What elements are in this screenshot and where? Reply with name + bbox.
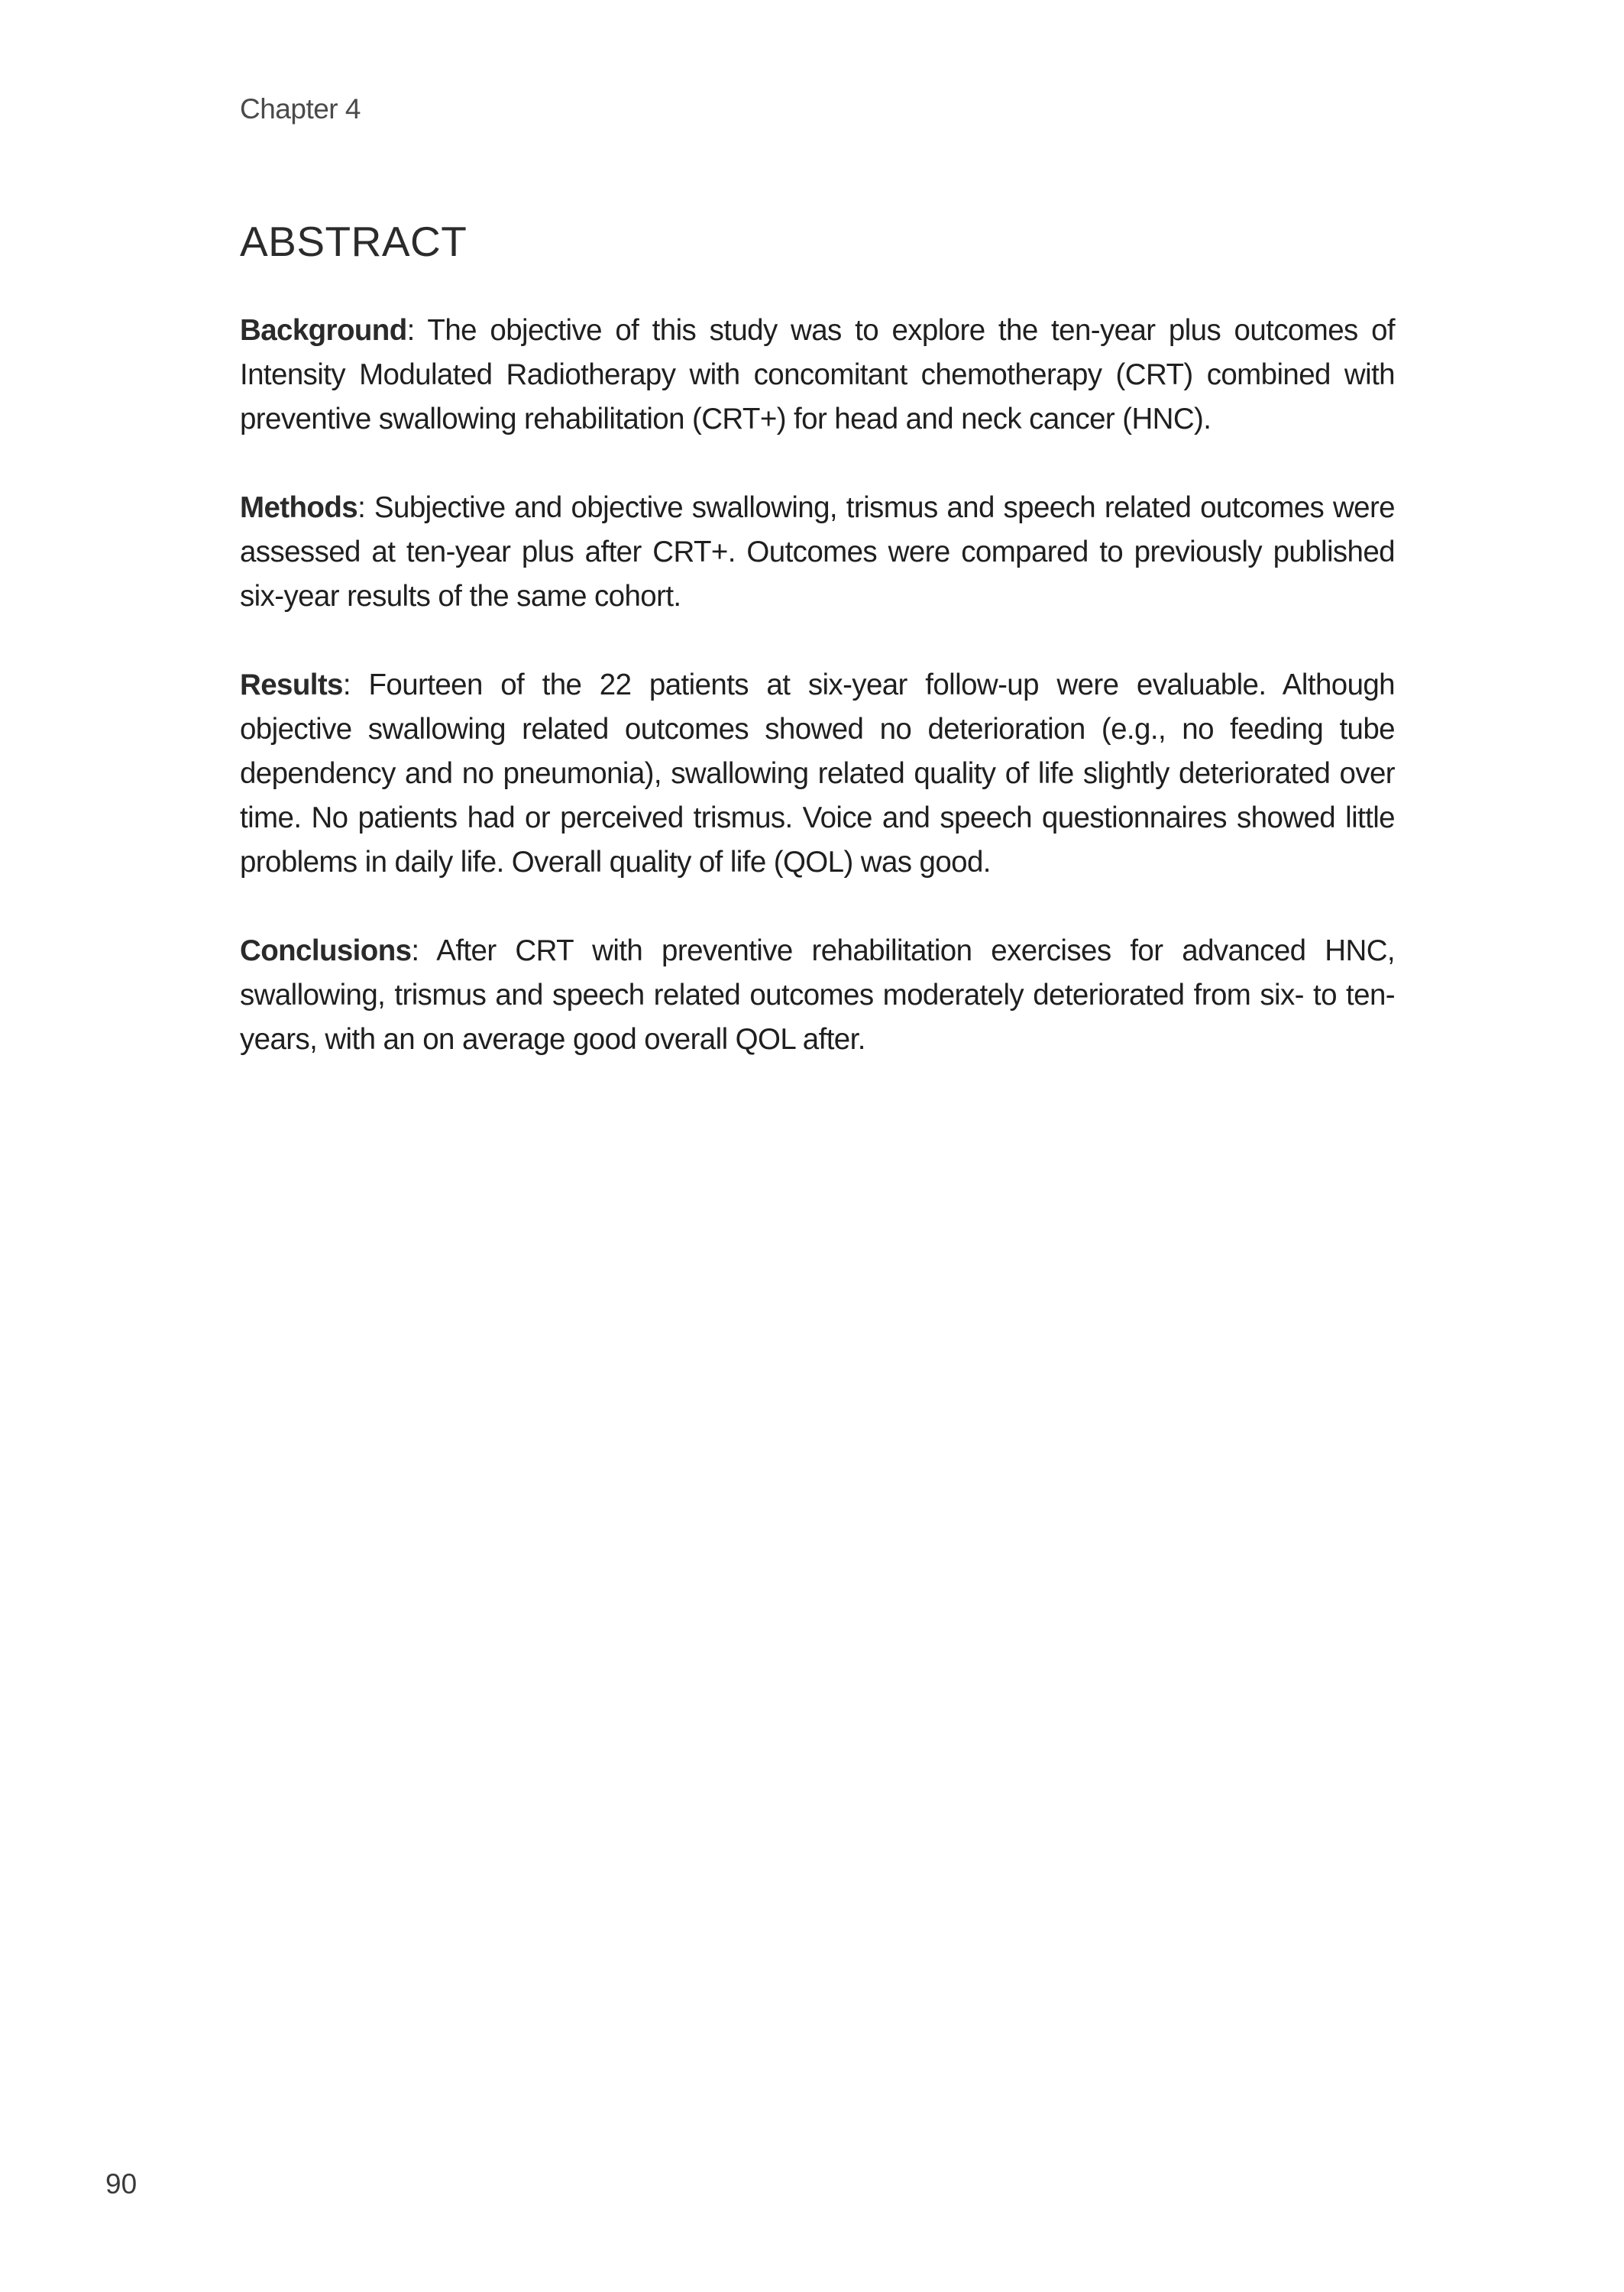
results-label: Results bbox=[240, 668, 343, 701]
abstract-background-paragraph bbox=[240, 309, 1395, 442]
background-text: The objective of this study was to explore the ten-year plus outcomes of Intensity Modulated Radiotherapy with concomitant chemotherapy (CRT) combined with preventive swallowing rehabilitation (CRT+) for head and neck cancer (HNC). bbox=[240, 314, 1395, 435]
results-text: Fourteen of the 22 patients at six-year follow-up were evaluable. Although objective swallowing related outcomes showed no deterioration (e.g., no feeding tube dependency and no pneumonia), swallowing related quality of life slightly deteriorated over time. No patients had or perceived trismus. Voice and speech questionnaires showed little problems in daily life. Overall quality of life (QOL) was good. bbox=[240, 668, 1395, 879]
conclusions-label: Conclusions bbox=[240, 934, 412, 967]
conclusions-text: After CRT with preventive rehabilitation exercises for advanced HNC, swallowing, trismus and speech related outcomes moderately deteriorated from six- to ten-years, with an on average good overall QOL after. bbox=[240, 934, 1395, 1056]
running-header-chapter: Chapter 4 bbox=[240, 93, 361, 125]
abstract-methods-paragraph bbox=[240, 486, 1395, 619]
methods-text: Subjective and objective swallowing, trismus and speech related outcomes were assessed at ten-year plus after CRT+. Outcomes were compared to previously published six-year results of the same cohort. bbox=[240, 491, 1395, 613]
methods-label: Methods bbox=[240, 491, 358, 524]
conclusions-separator: : bbox=[411, 934, 419, 967]
methods-separator: : bbox=[357, 491, 366, 524]
abstract-body bbox=[240, 309, 1395, 1106]
background-label: Background bbox=[240, 314, 407, 347]
abstract-results-paragraph bbox=[240, 663, 1395, 885]
background-separator: : bbox=[406, 314, 415, 347]
abstract-heading: ABSTRACT bbox=[240, 218, 467, 265]
results-separator: : bbox=[342, 668, 351, 701]
abstract-conclusions-paragraph bbox=[240, 929, 1395, 1062]
page-number: 90 bbox=[105, 2168, 137, 2200]
